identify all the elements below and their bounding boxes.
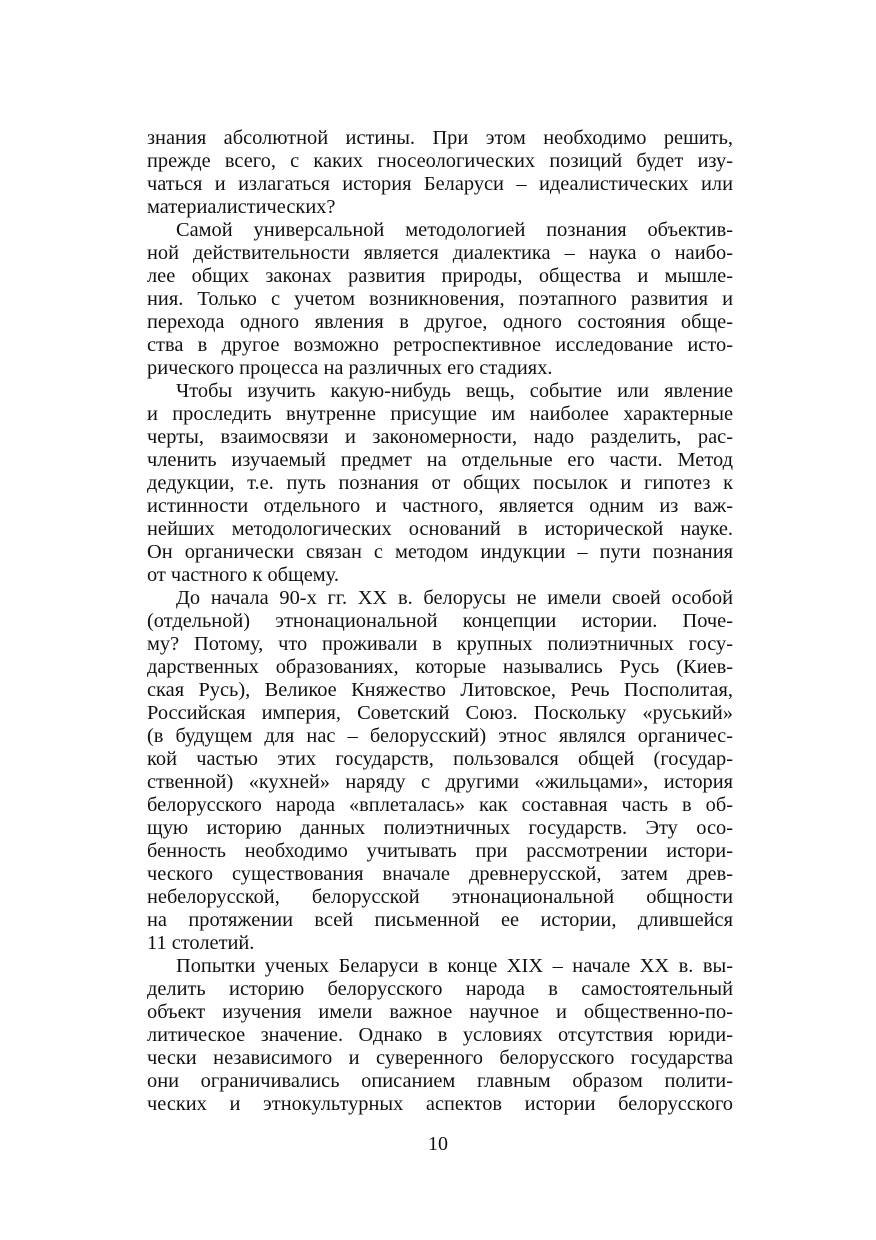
text-line: истинности отдельного и частного, является одним из важ- [147,495,733,517]
text-line: ская Русь), Великое Княжество Литовское, Речь Посполитая, [147,679,733,701]
text-line: бенность необходимо учитывать при рассмотрении истори- [147,840,733,862]
paragraph [147,127,733,219]
text-line: членить изучаемый предмет на отдельные его части. Метод [147,449,733,471]
text-line: ства в другое возможно ретроспективное исследование исто- [147,334,733,356]
text-line: кой частью этих государств, пользовался общей (государ- [147,748,733,770]
text-line: ческого существования вначале древнерусской, затем древ- [147,863,733,885]
text-line: материалистических? [147,196,336,218]
text-line: Попытки ученых Беларуси в конце XIX – начале XX в. вы- [176,955,733,977]
text-line: дедукции, т.е. путь познания от общих посылок и гипотез к [147,472,733,494]
text-line: Чтобы изучить какую-нибудь вещь, событие или явление [176,380,733,402]
text-line: щую историю данных полиэтничных государств. Эту осо- [147,817,733,839]
paragraph [147,955,733,1116]
text-line: му? Потому, что проживали в крупных полиэтничных госу- [147,633,733,655]
text-line: перехода одного явления в другое, одного состояния обще- [147,311,733,333]
text-line: (отдельной) этнонациональной концепции истории. Поче- [147,610,733,632]
text-line: черты, взаимосвязи и закономерности, надо разделить, рас- [147,426,733,448]
text-line: До начала 90-х гг. XX в. белорусы не имели своей особой [176,587,733,609]
text-line: делить историю белорусского народа в самостоятельный [147,978,733,1000]
text-line: 11 столетий. [147,932,255,954]
text-line: ческих и этнокультурных аспектов истории белорусского [147,1093,733,1115]
text-line: знания абсолютной истины. При этом необходимо решить, [147,127,733,149]
text-line: нейших методологических оснований в исторической науке. [147,518,733,540]
text-line: и проследить внутренне присущие им наиболее характерные [147,403,733,425]
text-line: чаться и излагаться история Беларуси – идеалистических или [147,173,733,195]
paragraph [147,219,733,380]
body-text [147,127,733,1116]
paragraph [147,587,733,955]
text-line: Самой универсальной методологией познания объектив- [176,219,733,241]
text-line: белорусского народа «вплеталась» как составная часть в об- [147,794,733,816]
text-line: рического процесса на различных его стадиях. [147,357,553,379]
text-line: прежде всего, с каких гносеологических позиций будет изу- [147,150,733,172]
text-line: дарственных образованиях, которые назывались Русь (Киев- [147,656,733,678]
text-line: Он органически связан с методом индукции – пути познания [147,541,733,563]
text-line: небелорусской, белорусской этнонациональной общности [147,886,733,908]
page-number: 10 [428,1133,448,1155]
text-line: чески независимого и суверенного белорусского государства [147,1047,733,1069]
text-line: ственной) «кухней» наряду с другими «жильцами», история [147,771,733,793]
text-line: на протяжении всей письменной ее истории, длившейся [147,909,733,931]
text-line: они ограничивались описанием главным образом полити- [147,1070,733,1092]
paragraph [147,380,733,587]
text-line: Российская империя, Советский Союз. Поскольку «руський» [147,702,733,724]
text-line: от частного к общему. [147,564,339,586]
text-line: объект изучения имели важное научное и общественно-по- [147,1001,733,1023]
text-line: ной действительности является диалектика – наука о наибо- [147,242,733,264]
text-line: ния. Только с учетом возникновения, поэтапного развития и [147,288,733,310]
text-line: литическое значение. Однако в условиях отсутствия юриди- [147,1024,733,1046]
text-line: лее общих законах развития природы, общества и мышле- [147,265,733,287]
text-line: (в будущем для нас – белорусский) этнос являлся органичес- [147,725,733,747]
